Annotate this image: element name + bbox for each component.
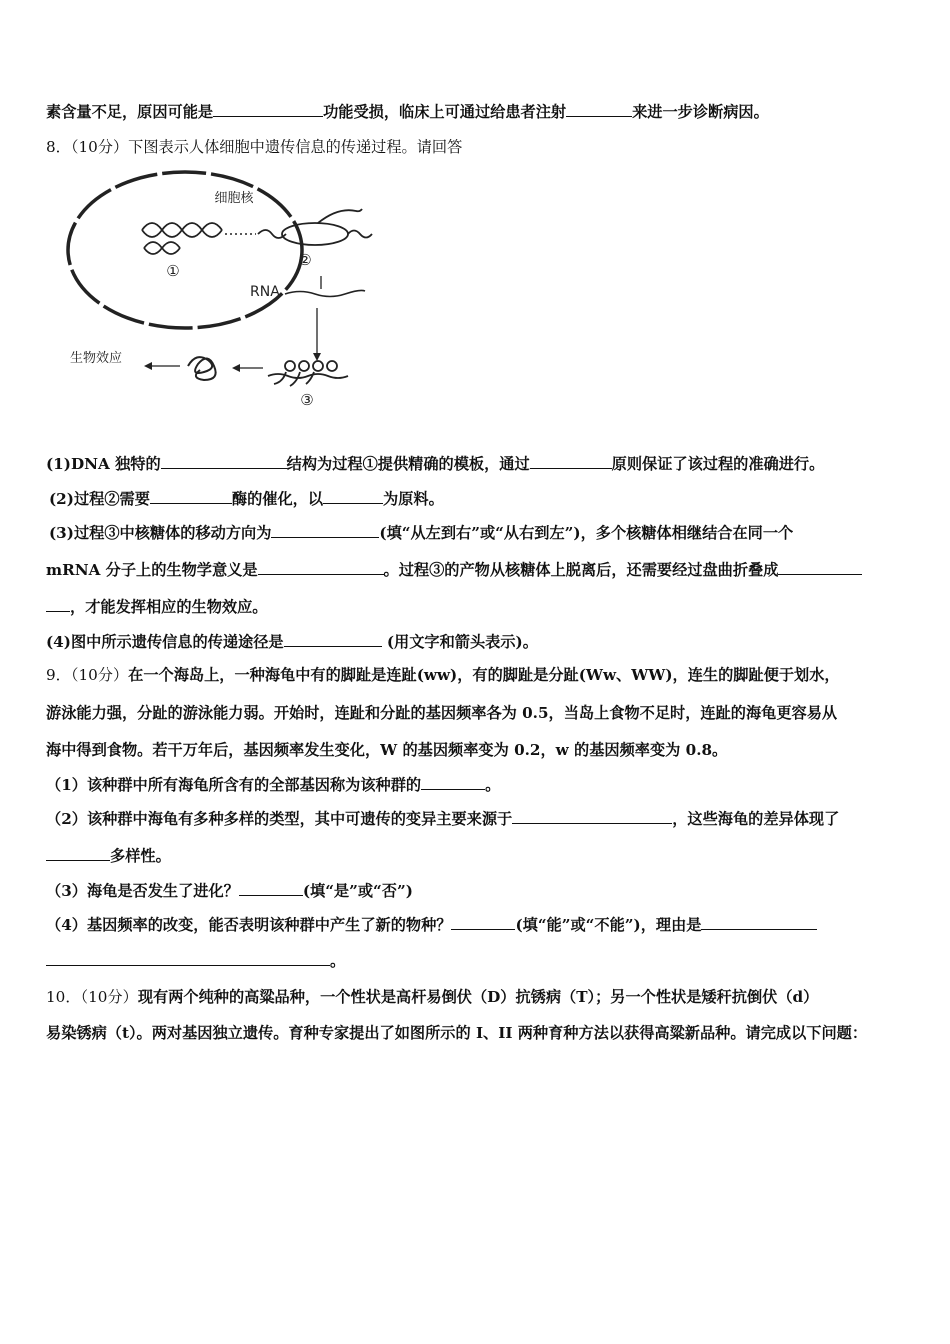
rna-strand: [285, 290, 365, 296]
answer-blank[interactable]: [46, 845, 110, 861]
question-9-text-3: 海中得到食物。若干万年后，基因频率发生变化，W 的基因频率变为 0.2，w 的基因频率变为 0.8。: [46, 741, 728, 759]
gene-expression-diagram: [60, 168, 390, 418]
answer-blank[interactable]: [161, 453, 287, 469]
answer-blank[interactable]: [566, 101, 632, 117]
answer-blank[interactable]: [46, 596, 70, 612]
question-8-part-4: (4)图中所示遗传信息的传递途径是 (用文字和箭头表示)。: [46, 633, 538, 651]
nucleus-label: 细胞核: [214, 191, 254, 206]
step-1-label: ①: [166, 262, 180, 280]
ribosome-chain: [268, 361, 348, 386]
answer-blank[interactable]: [421, 774, 485, 790]
question-9-text-2: 游泳能力强，分趾的游泳能力弱。开始时，连趾和分趾的基因频率各为 0.5，当岛上食物不足时，连趾的海龟更容易从: [46, 704, 838, 722]
rna-label: RNA: [250, 284, 280, 300]
answer-blank[interactable]: [284, 631, 382, 647]
question-9-part-4-cont: 。: [46, 950, 345, 971]
answer-blank[interactable]: [451, 914, 515, 930]
answer-blank[interactable]: [239, 880, 303, 896]
effect-label: 生物效应: [70, 351, 123, 366]
question-9-header: 9．（10分）在一个海岛上，一种海龟中有的脚趾是连趾(ww)，有的脚趾是分趾(Ww、WW)，连生的脚趾便于划水，: [46, 666, 840, 684]
answer-blank[interactable]: [213, 101, 323, 117]
answer-blank[interactable]: [323, 488, 383, 504]
question-9-part-2: （2）该种群中海龟有多种多样的类型，其中可遗传的变异主要来源于 ，这些海龟的差异体现了: [46, 810, 840, 828]
question-8-part-1: (1)DNA 独特的 结构为过程①提供精确的模板，通过 原则保证了该过程的准确进行。: [46, 455, 825, 473]
question-9-part-3: （3）海龟是否发生了进化？ (填“是”或“否”): [46, 882, 413, 900]
question-8-header: 8．（10分）下图表示人体细胞中遗传信息的传递过程。请回答: [46, 138, 463, 156]
question-9-part-2-cont: 多样性。: [46, 845, 171, 866]
intro-line: 素含量不足，原因可能是 功能受损，临床上可通过给患者注射 来进一步诊断病因。: [46, 103, 769, 121]
question-8-part-2: (2)过程②需要 酶的催化，以 为原料。: [49, 490, 444, 508]
step-2-label: ②: [298, 251, 312, 269]
answer-blank[interactable]: [258, 559, 384, 575]
answer-blank[interactable]: [778, 559, 862, 575]
question-10-text-2: 易染锈病（t）。两对基因独立遗传。育种专家提出了如图所示的 I、II 两种育种方法以获得高粱新品种。请完成以下问题：: [46, 1024, 868, 1042]
nucleus-membrane: [68, 172, 302, 328]
dna-helix: [142, 223, 222, 254]
question-8-part-3-cont: mRNA 分子上的生物学意义是 。过程③的产物从核糖体上脱离后，还需要经过盘曲折叠成: [46, 559, 862, 580]
question-8-part-3: (3)过程③中核糖体的移动方向为 (填“从左到右”或“从右到左”)，多个核糖体相继结合在同一个: [49, 524, 794, 542]
question-9-part-1: （1）该种群中所有海龟所含有的全部基因称为该种群的 。: [46, 776, 501, 794]
answer-blank[interactable]: [530, 453, 612, 469]
question-9-part-4: （4）基因频率的改变，能否表明该种群中产生了新的物种？ (填“能”或“不能”)，理由是: [46, 914, 817, 935]
folded-protein: [188, 357, 216, 380]
answer-blank[interactable]: [46, 950, 330, 966]
question-10-header: 10．（10分）现有两个纯种的高粱品种，一个性状是高杆易倒伏（D）抗锈病（T）；另一个性状是矮秆抗倒伏（d）: [46, 988, 819, 1006]
question-8-part-3-end: ，才能发挥相应的生物效应。: [46, 596, 267, 617]
answer-blank[interactable]: [512, 808, 672, 824]
answer-blank[interactable]: [701, 914, 817, 930]
step-3-label: ③: [300, 391, 314, 409]
answer-blank[interactable]: [271, 522, 379, 538]
answer-blank[interactable]: [150, 488, 232, 504]
transcription-bubble: [258, 209, 372, 245]
